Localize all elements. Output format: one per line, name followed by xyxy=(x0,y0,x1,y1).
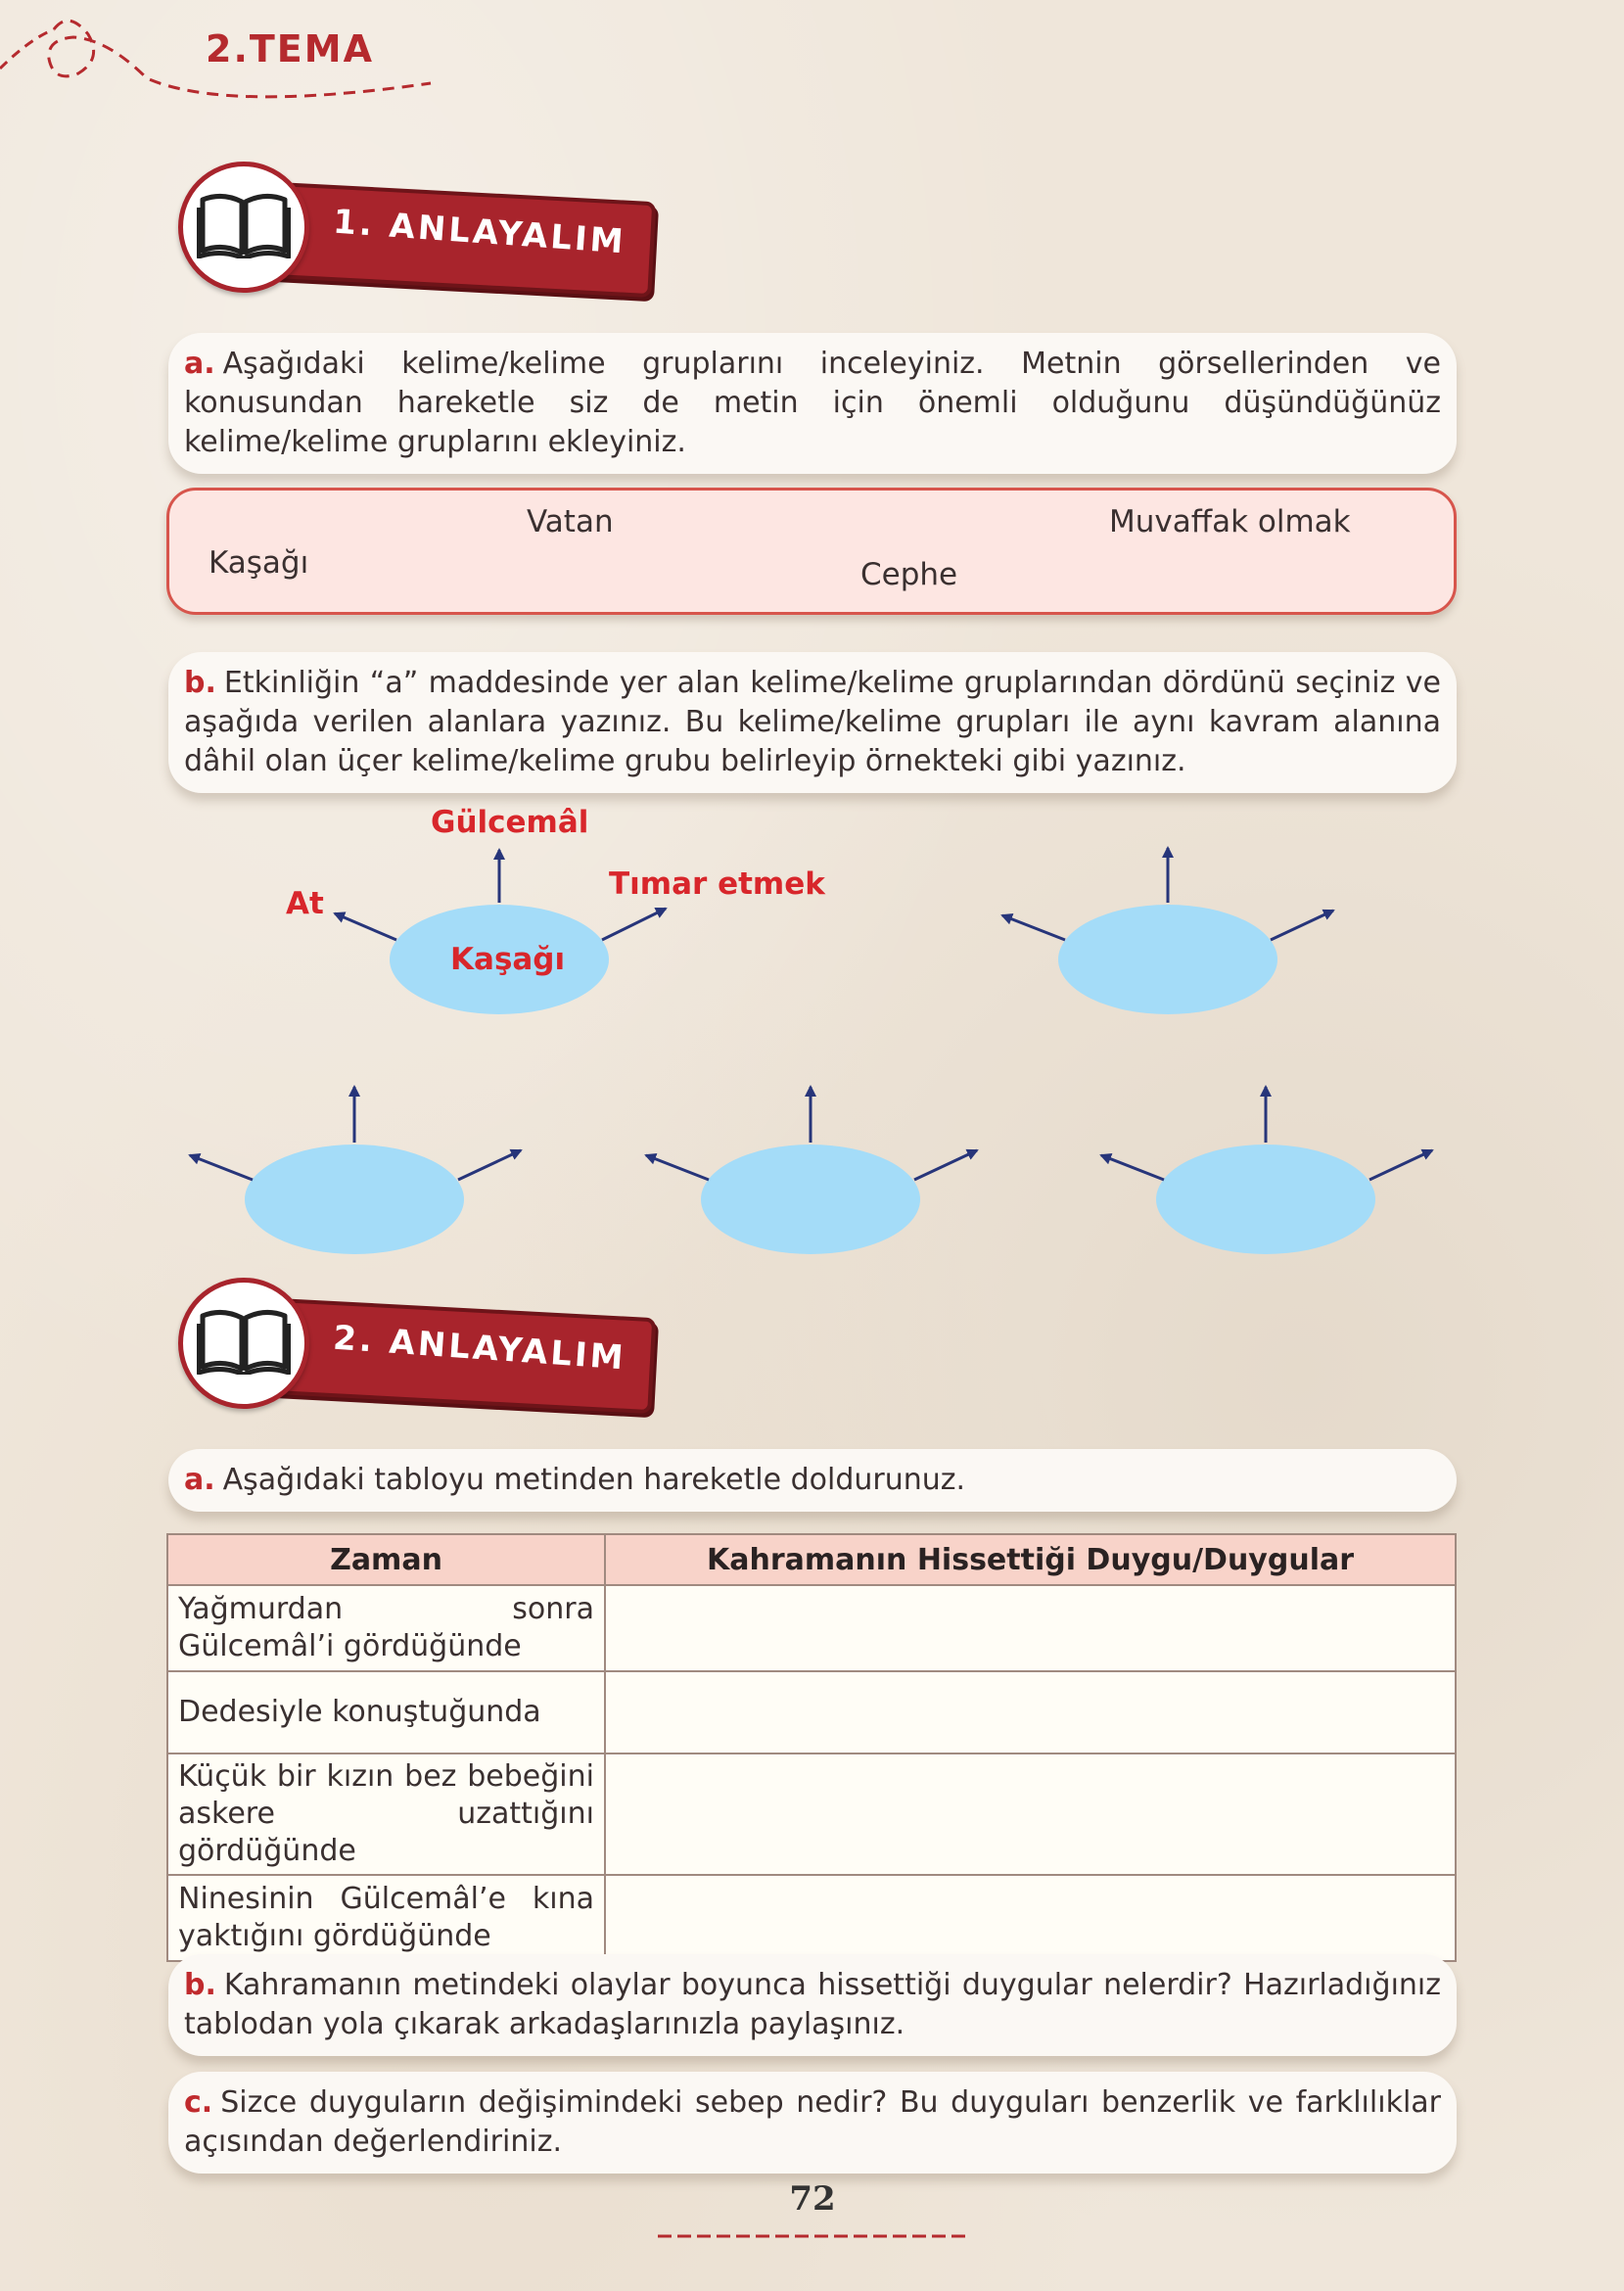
instruction-text: Etkinliğin “a” maddesinde yer alan kelime/kelime gruplarından dördünü seçiniz ve aşağıda verilen alanlara yazınız. Bu kelime/kelime grupları ile aynı kavram alanına dâhil olan üçer kelime/kelime grubu belirleyip örnekteki gibi yazınız. xyxy=(184,666,1441,778)
instruction-2c xyxy=(168,2072,1457,2174)
table-row xyxy=(167,1585,1456,1671)
section-1-badge xyxy=(166,162,656,289)
section-1-title: 1. ANLAYALIM xyxy=(331,202,627,262)
example-left-word: At xyxy=(286,886,324,921)
instruction-letter: b. xyxy=(184,666,216,700)
table-cell-emotion[interactable] xyxy=(605,1671,1456,1753)
word-muvaffak-olmak: Muvaffak olmak xyxy=(1109,504,1351,539)
open-book-icon xyxy=(197,188,291,258)
table-header-emotion: Kahramanın Hissettiği Duygu/Duygular xyxy=(605,1534,1456,1585)
table-cell-time: Ninesinin Gülcemâl’e kına yaktığını gördüğünde xyxy=(167,1875,605,1961)
concept-diagram-blank[interactable] xyxy=(1002,848,1333,1014)
table-header-time: Zaman xyxy=(167,1534,605,1585)
word-vatan: Vatan xyxy=(527,504,614,539)
open-book-icon xyxy=(197,1304,291,1375)
instruction-2b xyxy=(168,1954,1457,2056)
example-right-word: Tımar etmek xyxy=(609,866,825,902)
table-row xyxy=(167,1671,1456,1753)
instruction-text: Aşağıdaki kelime/kelime gruplarını inceleyiniz. Metnin görsellerinden ve konusundan hareketle siz de metin için önemli olduğunu düşündüğünüz kelime/kelime gruplarını ekleyiniz. xyxy=(184,347,1441,459)
section-2-badge xyxy=(166,1278,656,1405)
example-top-word: Gülcemâl xyxy=(431,805,589,840)
table-row xyxy=(167,1753,1456,1875)
instruction-2a xyxy=(168,1449,1457,1512)
emotion-table xyxy=(166,1533,1457,1962)
instruction-text: Sizce duyguların değişimindeki sebep nedir? Bu duyguları benzerlik ve farklılıklar açısından değerlendiriniz. xyxy=(184,2085,1441,2159)
example-center-word: Kaşağı xyxy=(450,942,566,977)
instruction-letter: c. xyxy=(184,2085,213,2120)
table-header-row xyxy=(167,1534,1456,1585)
table-cell-emotion[interactable] xyxy=(605,1585,1456,1671)
word-cephe: Cephe xyxy=(860,557,958,592)
instruction-1b xyxy=(168,652,1457,793)
word-box xyxy=(166,488,1457,615)
instruction-letter: a. xyxy=(184,347,215,381)
instruction-text: Kahramanın metindeki olaylar boyunca hissettiği duygular nelerdir? Hazırladığınız tablodan yola çıkarak arkadaşlarınızla paylaşınız. xyxy=(184,1968,1441,2041)
concept-diagram-blank[interactable] xyxy=(190,1087,521,1254)
table-row xyxy=(167,1875,1456,1961)
table-cell-time: Dedesiyle konuştuğunda xyxy=(167,1671,605,1753)
section-2-title: 2. ANLAYALIM xyxy=(331,1318,627,1379)
concept-diagram-blank[interactable] xyxy=(646,1087,977,1254)
concept-diagrams xyxy=(0,783,1624,1273)
theme-title: 2.TEMA xyxy=(206,27,374,70)
table-cell-emotion[interactable] xyxy=(605,1753,1456,1875)
instruction-letter: b. xyxy=(184,1968,216,2002)
table-cell-emotion[interactable] xyxy=(605,1875,1456,1961)
instruction-text: Aşağıdaki tabloyu metinden hareketle doldurunuz. xyxy=(222,1463,966,1497)
instruction-1a xyxy=(168,333,1457,474)
concept-diagram-blank[interactable] xyxy=(1101,1087,1432,1254)
footer-dashes xyxy=(656,2230,969,2242)
table-cell-time: Küçük bir kızın bez bebeğini askere uzattığını gördüğünde xyxy=(167,1753,605,1875)
page-number: 72 xyxy=(789,2179,836,2219)
instruction-letter: a. xyxy=(184,1463,215,1497)
word-kasagi: Kaşağı xyxy=(209,545,309,581)
table-cell-time: Yağmurdan sonra Gülcemâl’i gördüğünde xyxy=(167,1585,605,1671)
